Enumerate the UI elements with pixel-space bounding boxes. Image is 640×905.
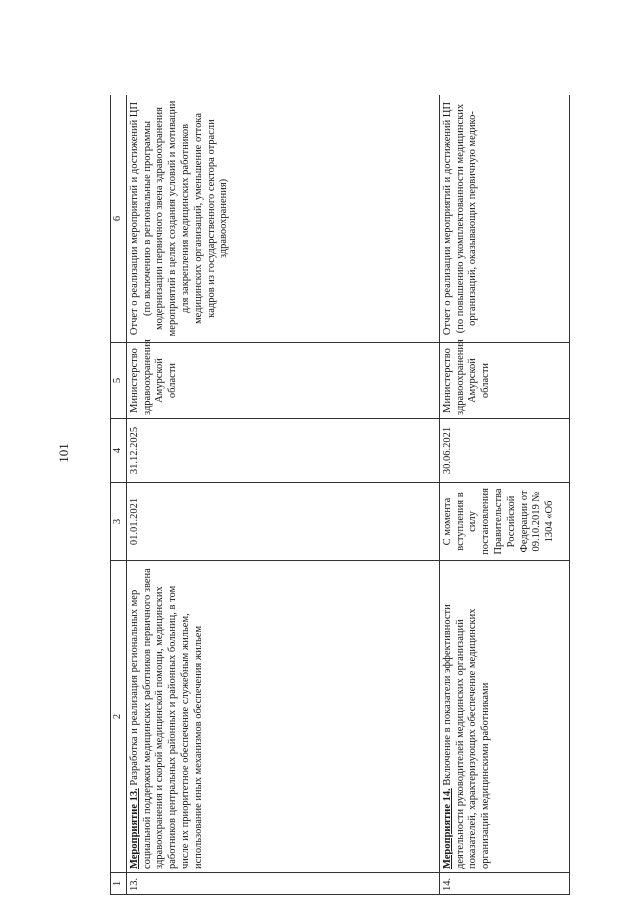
page-number: 101 (55, 443, 71, 463)
col-header-1: 1 (111, 873, 127, 895)
result: Отчет о реализации мероприятий и достижений ЦП (по включению в региональные программы модернизации первичного звена здравоохранения мероприятий в целях создания условий и мотивации для закрепления медицинских работников медицинских организаций, уменьшение оттока кадров из государственного сектора отрасли здравоохранения) (126, 95, 439, 343)
row-number: 14. (439, 873, 569, 895)
col-header-5: 5 (111, 343, 127, 419)
table-row (126, 95, 439, 895)
end-date: 31.12.2025 (126, 419, 439, 483)
row-number: 13. (126, 873, 439, 895)
col-header-6: 6 (111, 95, 127, 343)
measure-text: Разработка и реализация региональных мер социальной поддержки медицинских работников первичного звена здравоохранения и скорой медицинской помощи, медицинских работников центральных районных и районных больниц, в том числе их приоритетное обеспечение служебным жильем, использование иных механизмов обеспечения жильем (128, 568, 204, 869)
col-header-3: 3 (111, 483, 127, 561)
header-row (111, 95, 127, 895)
table-row (439, 95, 569, 895)
measure-label: Мероприятие 14. (441, 788, 453, 869)
measure-text: Включение в показатели эффективности деятельности руководителей медицинских организаций показателей, характеризующих обеспечение медицинских организаций медицинскими работниками (441, 604, 492, 869)
start-date: С момента вступления в силу постановления Правительства Российской Федерации от 09.10.2019 № 1304 «Об (439, 483, 569, 561)
measure-description (126, 561, 439, 873)
measure-description (439, 561, 569, 873)
end-date: 30.06.2021 (439, 419, 569, 483)
responsible: Министерство здравоохранения Амурской области (439, 343, 569, 419)
table-container (110, 95, 570, 895)
measure-label: Мероприятие 13. (128, 788, 140, 869)
responsible: Министерство здравоохранения Амурской области (126, 343, 439, 419)
result: Отчет о реализации мероприятий и достижений ЦП (по повышению укомплектованности медицинских организаций, оказывающих первичную медико- (439, 95, 569, 343)
start-date: 01.01.2021 (126, 483, 439, 561)
rotated-table (110, 95, 570, 895)
page-number-wrap (54, 445, 74, 465)
measures-table (110, 95, 570, 895)
col-header-4: 4 (111, 419, 127, 483)
col-header-2: 2 (111, 561, 127, 873)
